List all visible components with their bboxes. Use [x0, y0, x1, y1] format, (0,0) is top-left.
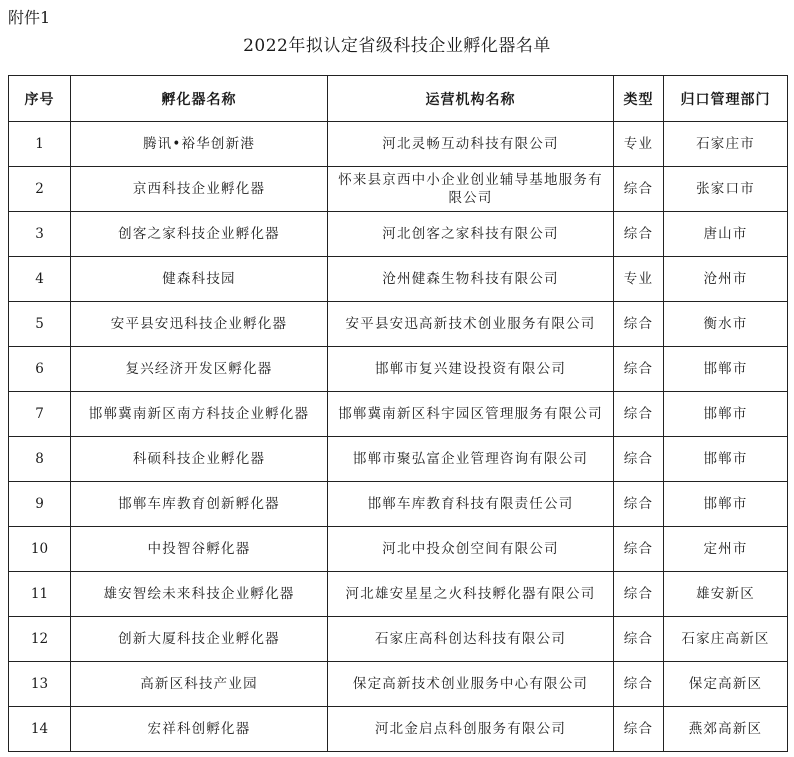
cell-department: 唐山市 [664, 212, 788, 257]
table-row [9, 347, 788, 392]
cell-operator: 邯郸市复兴建设投资有限公司 [328, 347, 614, 392]
header-no: 序号 [9, 76, 71, 122]
cell-no: 9 [9, 482, 71, 527]
cell-no: 14 [9, 707, 71, 752]
table-header-row [9, 76, 788, 122]
cell-type: 专业 [614, 257, 664, 302]
table-row [9, 302, 788, 347]
cell-type: 综合 [614, 302, 664, 347]
table-row [9, 212, 788, 257]
cell-operator: 石家庄高科创达科技有限公司 [328, 617, 614, 662]
cell-department: 石家庄高新区 [664, 617, 788, 662]
cell-incubator: 中投智谷孵化器 [71, 527, 328, 572]
cell-operator: 河北雄安星星之火科技孵化器有限公司 [328, 572, 614, 617]
cell-no: 1 [9, 122, 71, 167]
cell-operator: 怀来县京西中小企业创业辅导基地服务有限公司 [328, 167, 614, 212]
table-row [9, 707, 788, 752]
cell-operator: 邯郸市聚弘富企业管理咨询有限公司 [328, 437, 614, 482]
cell-operator: 河北灵畅互动科技有限公司 [328, 122, 614, 167]
cell-type: 综合 [614, 617, 664, 662]
cell-no: 2 [9, 167, 71, 212]
cell-type: 综合 [614, 212, 664, 257]
table-row [9, 482, 788, 527]
table-row [9, 122, 788, 167]
cell-type: 综合 [614, 167, 664, 212]
cell-department: 衡水市 [664, 302, 788, 347]
cell-department: 邯郸市 [664, 392, 788, 437]
cell-incubator: 创客之家科技企业孵化器 [71, 212, 328, 257]
cell-incubator: 腾讯•裕华创新港 [71, 122, 328, 167]
cell-no: 13 [9, 662, 71, 707]
cell-no: 12 [9, 617, 71, 662]
cell-department: 邯郸市 [664, 482, 788, 527]
cell-type: 综合 [614, 347, 664, 392]
cell-no: 11 [9, 572, 71, 617]
cell-incubator: 高新区科技产业园 [71, 662, 328, 707]
cell-type: 综合 [614, 662, 664, 707]
cell-incubator: 京西科技企业孵化器 [71, 167, 328, 212]
cell-department: 邯郸市 [664, 437, 788, 482]
table-row [9, 662, 788, 707]
cell-type: 综合 [614, 527, 664, 572]
header-operator: 运营机构名称 [328, 76, 614, 122]
header-incubator: 孵化器名称 [71, 76, 328, 122]
incubator-table [8, 75, 788, 752]
cell-no: 4 [9, 257, 71, 302]
cell-incubator: 安平县安迅科技企业孵化器 [71, 302, 328, 347]
cell-type: 综合 [614, 482, 664, 527]
cell-incubator: 雄安智绘未来科技企业孵化器 [71, 572, 328, 617]
cell-operator: 河北中投众创空间有限公司 [328, 527, 614, 572]
cell-no: 8 [9, 437, 71, 482]
table-row [9, 572, 788, 617]
cell-type: 综合 [614, 437, 664, 482]
cell-operator: 邯郸冀南新区科宇园区管理服务有限公司 [328, 392, 614, 437]
table-row [9, 617, 788, 662]
table-row [9, 437, 788, 482]
cell-incubator: 邯郸车库教育创新孵化器 [71, 482, 328, 527]
cell-department: 张家口市 [664, 167, 788, 212]
cell-operator: 安平县安迅高新技术创业服务有限公司 [328, 302, 614, 347]
cell-department: 雄安新区 [664, 572, 788, 617]
cell-department: 沧州市 [664, 257, 788, 302]
cell-operator: 沧州健森生物科技有限公司 [328, 257, 614, 302]
cell-operator: 河北创客之家科技有限公司 [328, 212, 614, 257]
cell-no: 7 [9, 392, 71, 437]
cell-no: 10 [9, 527, 71, 572]
header-department: 归口管理部门 [664, 76, 788, 122]
cell-operator: 河北金启点科创服务有限公司 [328, 707, 614, 752]
cell-department: 定州市 [664, 527, 788, 572]
table-row [9, 257, 788, 302]
cell-operator: 邯郸车库教育科技有限责任公司 [328, 482, 614, 527]
attachment-label: 附件1 [8, 8, 51, 27]
cell-no: 3 [9, 212, 71, 257]
cell-type: 专业 [614, 122, 664, 167]
cell-no: 6 [9, 347, 71, 392]
cell-incubator: 健森科技园 [71, 257, 328, 302]
cell-department: 燕郊高新区 [664, 707, 788, 752]
table-row [9, 167, 788, 212]
cell-type: 综合 [614, 572, 664, 617]
cell-operator: 保定高新技术创业服务中心有限公司 [328, 662, 614, 707]
cell-incubator: 邯郸冀南新区南方科技企业孵化器 [71, 392, 328, 437]
cell-incubator: 宏祥科创孵化器 [71, 707, 328, 752]
table-row [9, 527, 788, 572]
cell-no: 5 [9, 302, 71, 347]
document-title: 2022年拟认定省级科技企业孵化器名单 [243, 36, 551, 56]
cell-department: 保定高新区 [664, 662, 788, 707]
cell-department: 邯郸市 [664, 347, 788, 392]
cell-type: 综合 [614, 707, 664, 752]
cell-incubator: 创新大厦科技企业孵化器 [71, 617, 328, 662]
header-type: 类型 [614, 76, 664, 122]
cell-incubator: 科硕科技企业孵化器 [71, 437, 328, 482]
cell-department: 石家庄市 [664, 122, 788, 167]
cell-incubator: 复兴经济开发区孵化器 [71, 347, 328, 392]
cell-type: 综合 [614, 392, 664, 437]
table-row [9, 392, 788, 437]
